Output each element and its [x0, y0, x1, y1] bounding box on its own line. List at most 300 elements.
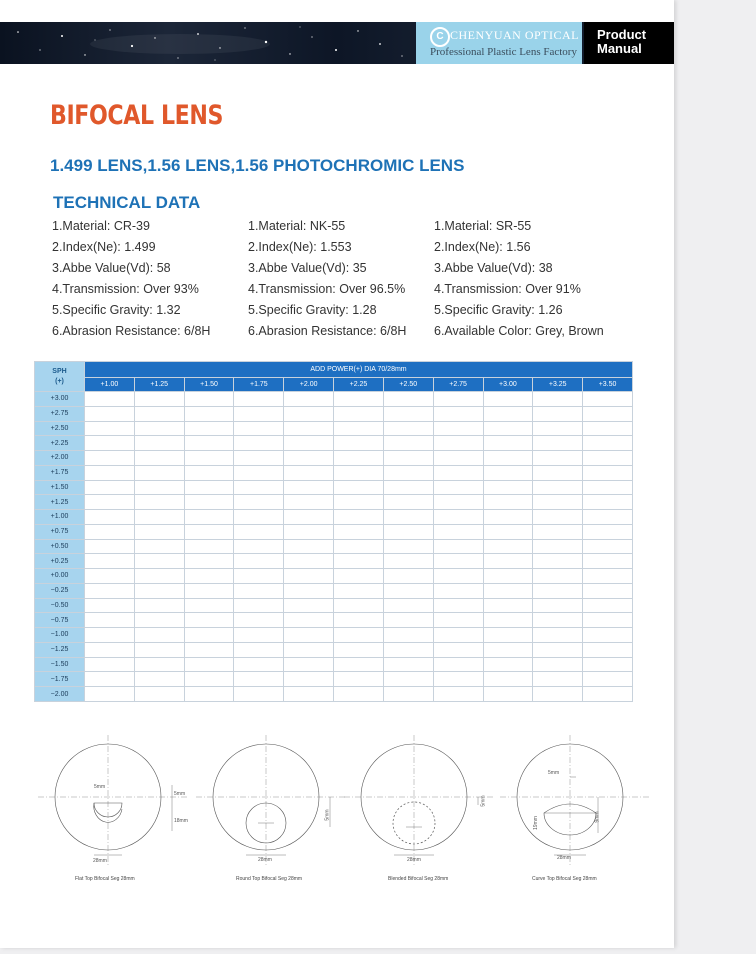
availability-cell: [334, 406, 384, 421]
availability-cell: [234, 554, 284, 569]
availability-cell: [383, 510, 433, 525]
dim-label: 28mm: [407, 857, 421, 863]
availability-cell: [234, 628, 284, 643]
availability-cell: [184, 628, 234, 643]
availability-cell: [284, 657, 334, 672]
availability-cell: [184, 480, 234, 495]
add-power-cell: +3.50: [583, 378, 633, 392]
spec-line: 5.Specific Gravity: 1.28: [248, 303, 377, 317]
spec-column-cr39: [52, 216, 210, 342]
availability-cell: [483, 569, 533, 584]
sph-cell: +3.00: [35, 392, 85, 407]
availability-cell: [85, 642, 135, 657]
availability-cell: [234, 613, 284, 628]
availability-cell: [85, 524, 135, 539]
availability-cell: [284, 539, 334, 554]
availability-cell: [583, 569, 633, 584]
availability-cell: [284, 436, 334, 451]
availability-cell: [85, 554, 135, 569]
technical-data-heading: TECHNICAL DATA: [53, 193, 201, 212]
table-row: [35, 583, 633, 598]
availability-cell: [85, 392, 135, 407]
availability-cell: [583, 539, 633, 554]
availability-cell: [483, 465, 533, 480]
availability-cell: [383, 480, 433, 495]
add-power-cell: +3.25: [533, 378, 583, 392]
availability-cell: [533, 510, 583, 525]
availability-cell: [184, 539, 234, 554]
availability-cell: [234, 642, 284, 657]
availability-cell: [85, 687, 135, 702]
spec-line: 2.Index(Ne): 1.553: [248, 240, 352, 254]
spec-line: 5.Specific Gravity: 1.32: [52, 303, 181, 317]
availability-cell: [334, 524, 384, 539]
dim-label: 5mm: [94, 784, 106, 790]
add-power-cell: +2.75: [433, 378, 483, 392]
sph-cell: +0.75: [35, 524, 85, 539]
availability-cell: [483, 406, 533, 421]
spec-column-sr55: [434, 216, 604, 342]
availability-cell: [334, 480, 384, 495]
availability-cell: [383, 539, 433, 554]
availability-cell: [383, 642, 433, 657]
spec-line: 1.Material: NK-55: [248, 219, 346, 233]
availability-cell: [533, 642, 583, 657]
dim-label: 18mm: [174, 818, 188, 824]
availability-cell: [433, 687, 483, 702]
availability-cell: [184, 657, 234, 672]
add-power-cell: +1.25: [134, 378, 184, 392]
sph-cell: −1.50: [35, 657, 85, 672]
availability-cell: [184, 421, 234, 436]
availability-cell: [433, 436, 483, 451]
table-row: [35, 569, 633, 584]
availability-cell: [234, 510, 284, 525]
availability-cell: [583, 406, 633, 421]
add-power-cell: +2.25: [334, 378, 384, 392]
availability-cell: [433, 510, 483, 525]
availability-cell: [383, 569, 433, 584]
availability-cell: [433, 421, 483, 436]
spec-line: 3.Abbe Value(Vd): 58: [52, 261, 171, 275]
availability-cell: [134, 598, 184, 613]
availability-cell: [533, 613, 583, 628]
diagram-caption: Round Top Bifocal Seg 28mm: [236, 876, 303, 882]
add-power-cell: +1.75: [234, 378, 284, 392]
availability-cell: [184, 642, 234, 657]
availability-cell: [583, 480, 633, 495]
availability-cell: [533, 495, 583, 510]
availability-cell: [234, 569, 284, 584]
manual-line-1: Product: [597, 27, 647, 42]
availability-cell: [533, 406, 583, 421]
availability-cell: [85, 583, 135, 598]
table-row: [35, 436, 633, 451]
spec-line: 6.Available Color: Grey, Brown: [434, 324, 604, 338]
availability-cell: [234, 421, 284, 436]
availability-cell: [433, 524, 483, 539]
availability-cell: [184, 406, 234, 421]
availability-cell: [184, 392, 234, 407]
availability-cell: [483, 510, 533, 525]
availability-cell: [85, 451, 135, 466]
availability-cell: [334, 539, 384, 554]
availability-cell: [383, 465, 433, 480]
availability-cell: [134, 569, 184, 584]
sph-cell: −1.75: [35, 672, 85, 687]
starfield-image: [0, 22, 416, 64]
sph-cell: −1.00: [35, 628, 85, 643]
availability-cell: [433, 392, 483, 407]
product-manual-badge: [584, 22, 674, 64]
availability-cell: [433, 406, 483, 421]
table-row: [35, 480, 633, 495]
sph-cell: +2.50: [35, 421, 85, 436]
manual-line-2: Manual: [597, 41, 642, 56]
availability-cell: [284, 392, 334, 407]
table-row: [35, 406, 633, 421]
table-row: [35, 598, 633, 613]
availability-cell: [383, 583, 433, 598]
availability-cell: [284, 480, 334, 495]
availability-cell: [583, 510, 633, 525]
availability-cell: [184, 554, 234, 569]
availability-cell: [334, 510, 384, 525]
availability-cell: [383, 421, 433, 436]
dim-label: 5mm: [548, 770, 560, 776]
availability-cell: [134, 480, 184, 495]
availability-cell: [433, 613, 483, 628]
availability-cell: [483, 598, 533, 613]
availability-cell: [533, 421, 583, 436]
availability-cell: [134, 392, 184, 407]
availability-cell: [383, 628, 433, 643]
availability-cell: [184, 598, 234, 613]
availability-cell: [433, 657, 483, 672]
availability-cell: [433, 539, 483, 554]
diagram-caption: Flat Top Bifocal Seg 28mm: [75, 876, 135, 882]
availability-cell: [583, 465, 633, 480]
availability-cell: [85, 436, 135, 451]
availability-cell: [234, 598, 284, 613]
page-subtitle: 1.499 LENS,1.56 LENS,1.56 PHOTOCHROMIC LENS: [50, 156, 465, 175]
availability-cell: [483, 583, 533, 598]
availability-cell: [583, 628, 633, 643]
availability-cell: [234, 539, 284, 554]
table-row: [35, 657, 633, 672]
availability-cell: [433, 642, 483, 657]
availability-cell: [583, 524, 633, 539]
availability-cell: [284, 583, 334, 598]
availability-cell: [184, 613, 234, 628]
spec-line: 2.Index(Ne): 1.56: [434, 240, 531, 254]
availability-cell: [533, 465, 583, 480]
availability-cell: [134, 687, 184, 702]
availability-cell: [583, 672, 633, 687]
availability-cell: [383, 613, 433, 628]
availability-cell: [85, 598, 135, 613]
spec-line: 4.Transmission: Over 91%: [434, 282, 581, 296]
availability-cell: [433, 465, 483, 480]
availability-cell: [383, 672, 433, 687]
availability-cell: [334, 495, 384, 510]
availability-cell: [383, 406, 433, 421]
availability-cell: [533, 539, 583, 554]
availability-cell: [134, 421, 184, 436]
spec-line: 3.Abbe Value(Vd): 35: [248, 261, 367, 275]
availability-cell: [284, 406, 334, 421]
table-row: [35, 642, 633, 657]
availability-cell: [184, 524, 234, 539]
availability-cell: [583, 598, 633, 613]
availability-cell: [483, 495, 533, 510]
availability-cell: [234, 406, 284, 421]
availability-cell: [85, 628, 135, 643]
availability-cell: [134, 613, 184, 628]
sph-cell: +2.00: [35, 451, 85, 466]
dim-label: 5mm: [324, 809, 331, 821]
availability-cell: [483, 554, 533, 569]
availability-cell: [284, 451, 334, 466]
sph-cell: −1.25: [35, 642, 85, 657]
availability-cell: [433, 480, 483, 495]
availability-cell: [483, 539, 533, 554]
sph-label: SPH: [52, 367, 67, 375]
add-power-row: [35, 378, 633, 392]
availability-cell: [334, 628, 384, 643]
availability-cell: [334, 613, 384, 628]
availability-cell: [433, 495, 483, 510]
availability-cell: [483, 642, 533, 657]
availability-cell: [184, 569, 234, 584]
table-row: [35, 421, 633, 436]
availability-cell: [85, 406, 135, 421]
availability-cell: [284, 672, 334, 687]
dim-label: 28mm: [557, 855, 571, 861]
availability-cell: [334, 687, 384, 702]
availability-cell: [533, 657, 583, 672]
availability-cell: [334, 465, 384, 480]
availability-cell: [334, 451, 384, 466]
add-power-header: ADD POWER(+) DIA 70/28mm: [85, 362, 633, 378]
availability-cell: [234, 480, 284, 495]
dim-label: 5mm: [480, 795, 487, 807]
availability-cell: [533, 687, 583, 702]
availability-cell: [134, 495, 184, 510]
availability-cell: [583, 421, 633, 436]
table-row: [35, 465, 633, 480]
dim-label: 28mm: [258, 857, 272, 863]
dim-label: 19mm: [532, 816, 539, 830]
availability-cell: [284, 628, 334, 643]
sph-cell: −0.25: [35, 583, 85, 598]
add-power-cell: +1.50: [184, 378, 234, 392]
availability-cell: [284, 524, 334, 539]
availability-cell: [85, 539, 135, 554]
availability-cell: [433, 628, 483, 643]
availability-cell: [583, 392, 633, 407]
table-row: [35, 510, 633, 525]
sph-cell: −2.00: [35, 687, 85, 702]
availability-cell: [284, 554, 334, 569]
availability-cell: [234, 672, 284, 687]
availability-cell: [583, 451, 633, 466]
blended-diagram: [344, 735, 494, 870]
availability-cell: [533, 583, 583, 598]
availability-cell: [433, 672, 483, 687]
availability-cell: [483, 392, 533, 407]
availability-cell: [134, 642, 184, 657]
availability-cell: [383, 524, 433, 539]
spec-line: 1.Material: SR-55: [434, 219, 532, 233]
availability-cell: [85, 421, 135, 436]
table-row: [35, 539, 633, 554]
spec-line: 6.Abrasion Resistance: 6/8H: [248, 324, 407, 338]
availability-cell: [334, 421, 384, 436]
availability-cell: [184, 672, 234, 687]
availability-cell: [184, 687, 234, 702]
availability-cell: [284, 598, 334, 613]
availability-cell: [284, 465, 334, 480]
availability-cell: [334, 392, 384, 407]
availability-cell: [483, 657, 533, 672]
table-row: [35, 495, 633, 510]
availability-cell: [85, 480, 135, 495]
availability-cell: [284, 421, 334, 436]
availability-cell: [483, 451, 533, 466]
availability-cell: [85, 672, 135, 687]
availability-cell: [134, 583, 184, 598]
dim-label: 28mm: [93, 858, 107, 864]
availability-cell: [184, 451, 234, 466]
availability-cell: [234, 524, 284, 539]
dim-label: 9mm: [594, 811, 601, 823]
availability-cell: [334, 598, 384, 613]
availability-cell: [134, 451, 184, 466]
availability-cell: [433, 598, 483, 613]
sph-cell: +1.50: [35, 480, 85, 495]
availability-cell: [533, 554, 583, 569]
flat-top-diagram: [38, 735, 188, 870]
availability-cell: [134, 510, 184, 525]
availability-cell: [134, 436, 184, 451]
availability-cell: [334, 657, 384, 672]
availability-cell: [134, 539, 184, 554]
availability-cell: [433, 583, 483, 598]
availability-cell: [583, 642, 633, 657]
availability-cell: [483, 480, 533, 495]
add-power-cell: +3.00: [483, 378, 533, 392]
table-row: [35, 451, 633, 466]
spec-line: 2.Index(Ne): 1.499: [52, 240, 156, 254]
availability-cell: [483, 672, 533, 687]
table-body: [35, 392, 633, 702]
availability-cell: [383, 392, 433, 407]
availability-cell: [234, 583, 284, 598]
availability-cell: [483, 436, 533, 451]
sph-cell: +0.50: [35, 539, 85, 554]
sph-cell: +2.25: [35, 436, 85, 451]
availability-cell: [383, 554, 433, 569]
availability-cell: [583, 613, 633, 628]
availability-cell: [234, 495, 284, 510]
diagram-caption: Curve Top Bifocal Seg 28mm: [532, 876, 597, 882]
availability-cell: [85, 495, 135, 510]
availability-cell: [234, 436, 284, 451]
dim-label: 5mm: [174, 791, 186, 797]
round-top-diagram: [196, 735, 346, 870]
availability-cell: [483, 628, 533, 643]
availability-cell: [334, 436, 384, 451]
availability-cell: [234, 687, 284, 702]
availability-cell: [383, 657, 433, 672]
sph-sign: (+): [55, 377, 64, 385]
spec-line: 6.Abrasion Resistance: 6/8H: [52, 324, 211, 338]
availability-cell: [583, 495, 633, 510]
sph-header: [35, 362, 85, 392]
table-row: [35, 554, 633, 569]
availability-cell: [85, 510, 135, 525]
logo-icon: C: [430, 27, 450, 47]
company-name: CHENYUAN OPTICAL: [450, 28, 579, 42]
availability-cell: [533, 524, 583, 539]
power-range-table: [34, 361, 633, 702]
availability-cell: [533, 598, 583, 613]
table-row: [35, 628, 633, 643]
availability-cell: [383, 687, 433, 702]
availability-cell: [383, 598, 433, 613]
availability-cell: [85, 613, 135, 628]
availability-cell: [284, 613, 334, 628]
availability-cell: [284, 495, 334, 510]
availability-cell: [134, 554, 184, 569]
availability-cell: [334, 642, 384, 657]
availability-cell: [184, 510, 234, 525]
table-row: [35, 613, 633, 628]
add-power-cell: +1.00: [85, 378, 135, 392]
spec-line: 4.Transmission: Over 96.5%: [248, 282, 406, 296]
sph-cell: +1.00: [35, 510, 85, 525]
page-title: BIFOCAL LENS: [50, 100, 224, 131]
availability-cell: [334, 583, 384, 598]
sph-cell: +0.00: [35, 569, 85, 584]
availability-cell: [334, 554, 384, 569]
availability-cell: [433, 451, 483, 466]
sph-cell: +1.75: [35, 465, 85, 480]
diagram-caption: Blended Bifocal Seg 28mm: [388, 876, 449, 882]
sph-cell: −0.50: [35, 598, 85, 613]
availability-cell: [184, 465, 234, 480]
availability-cell: [583, 657, 633, 672]
availability-cell: [533, 436, 583, 451]
availability-cell: [533, 569, 583, 584]
availability-cell: [533, 451, 583, 466]
availability-cell: [583, 436, 633, 451]
availability-cell: [533, 392, 583, 407]
header-banner: [0, 22, 674, 64]
availability-cell: [134, 628, 184, 643]
availability-cell: [184, 495, 234, 510]
curve-top-diagram: [500, 735, 650, 870]
table-row: [35, 392, 633, 407]
availability-cell: [483, 613, 533, 628]
table-row: [35, 687, 633, 702]
spec-column-nk55: [248, 216, 406, 342]
spec-line: 4.Transmission: Over 93%: [52, 282, 199, 296]
availability-cell: [533, 672, 583, 687]
sph-cell: +2.75: [35, 406, 85, 421]
company-logo: [416, 22, 582, 64]
